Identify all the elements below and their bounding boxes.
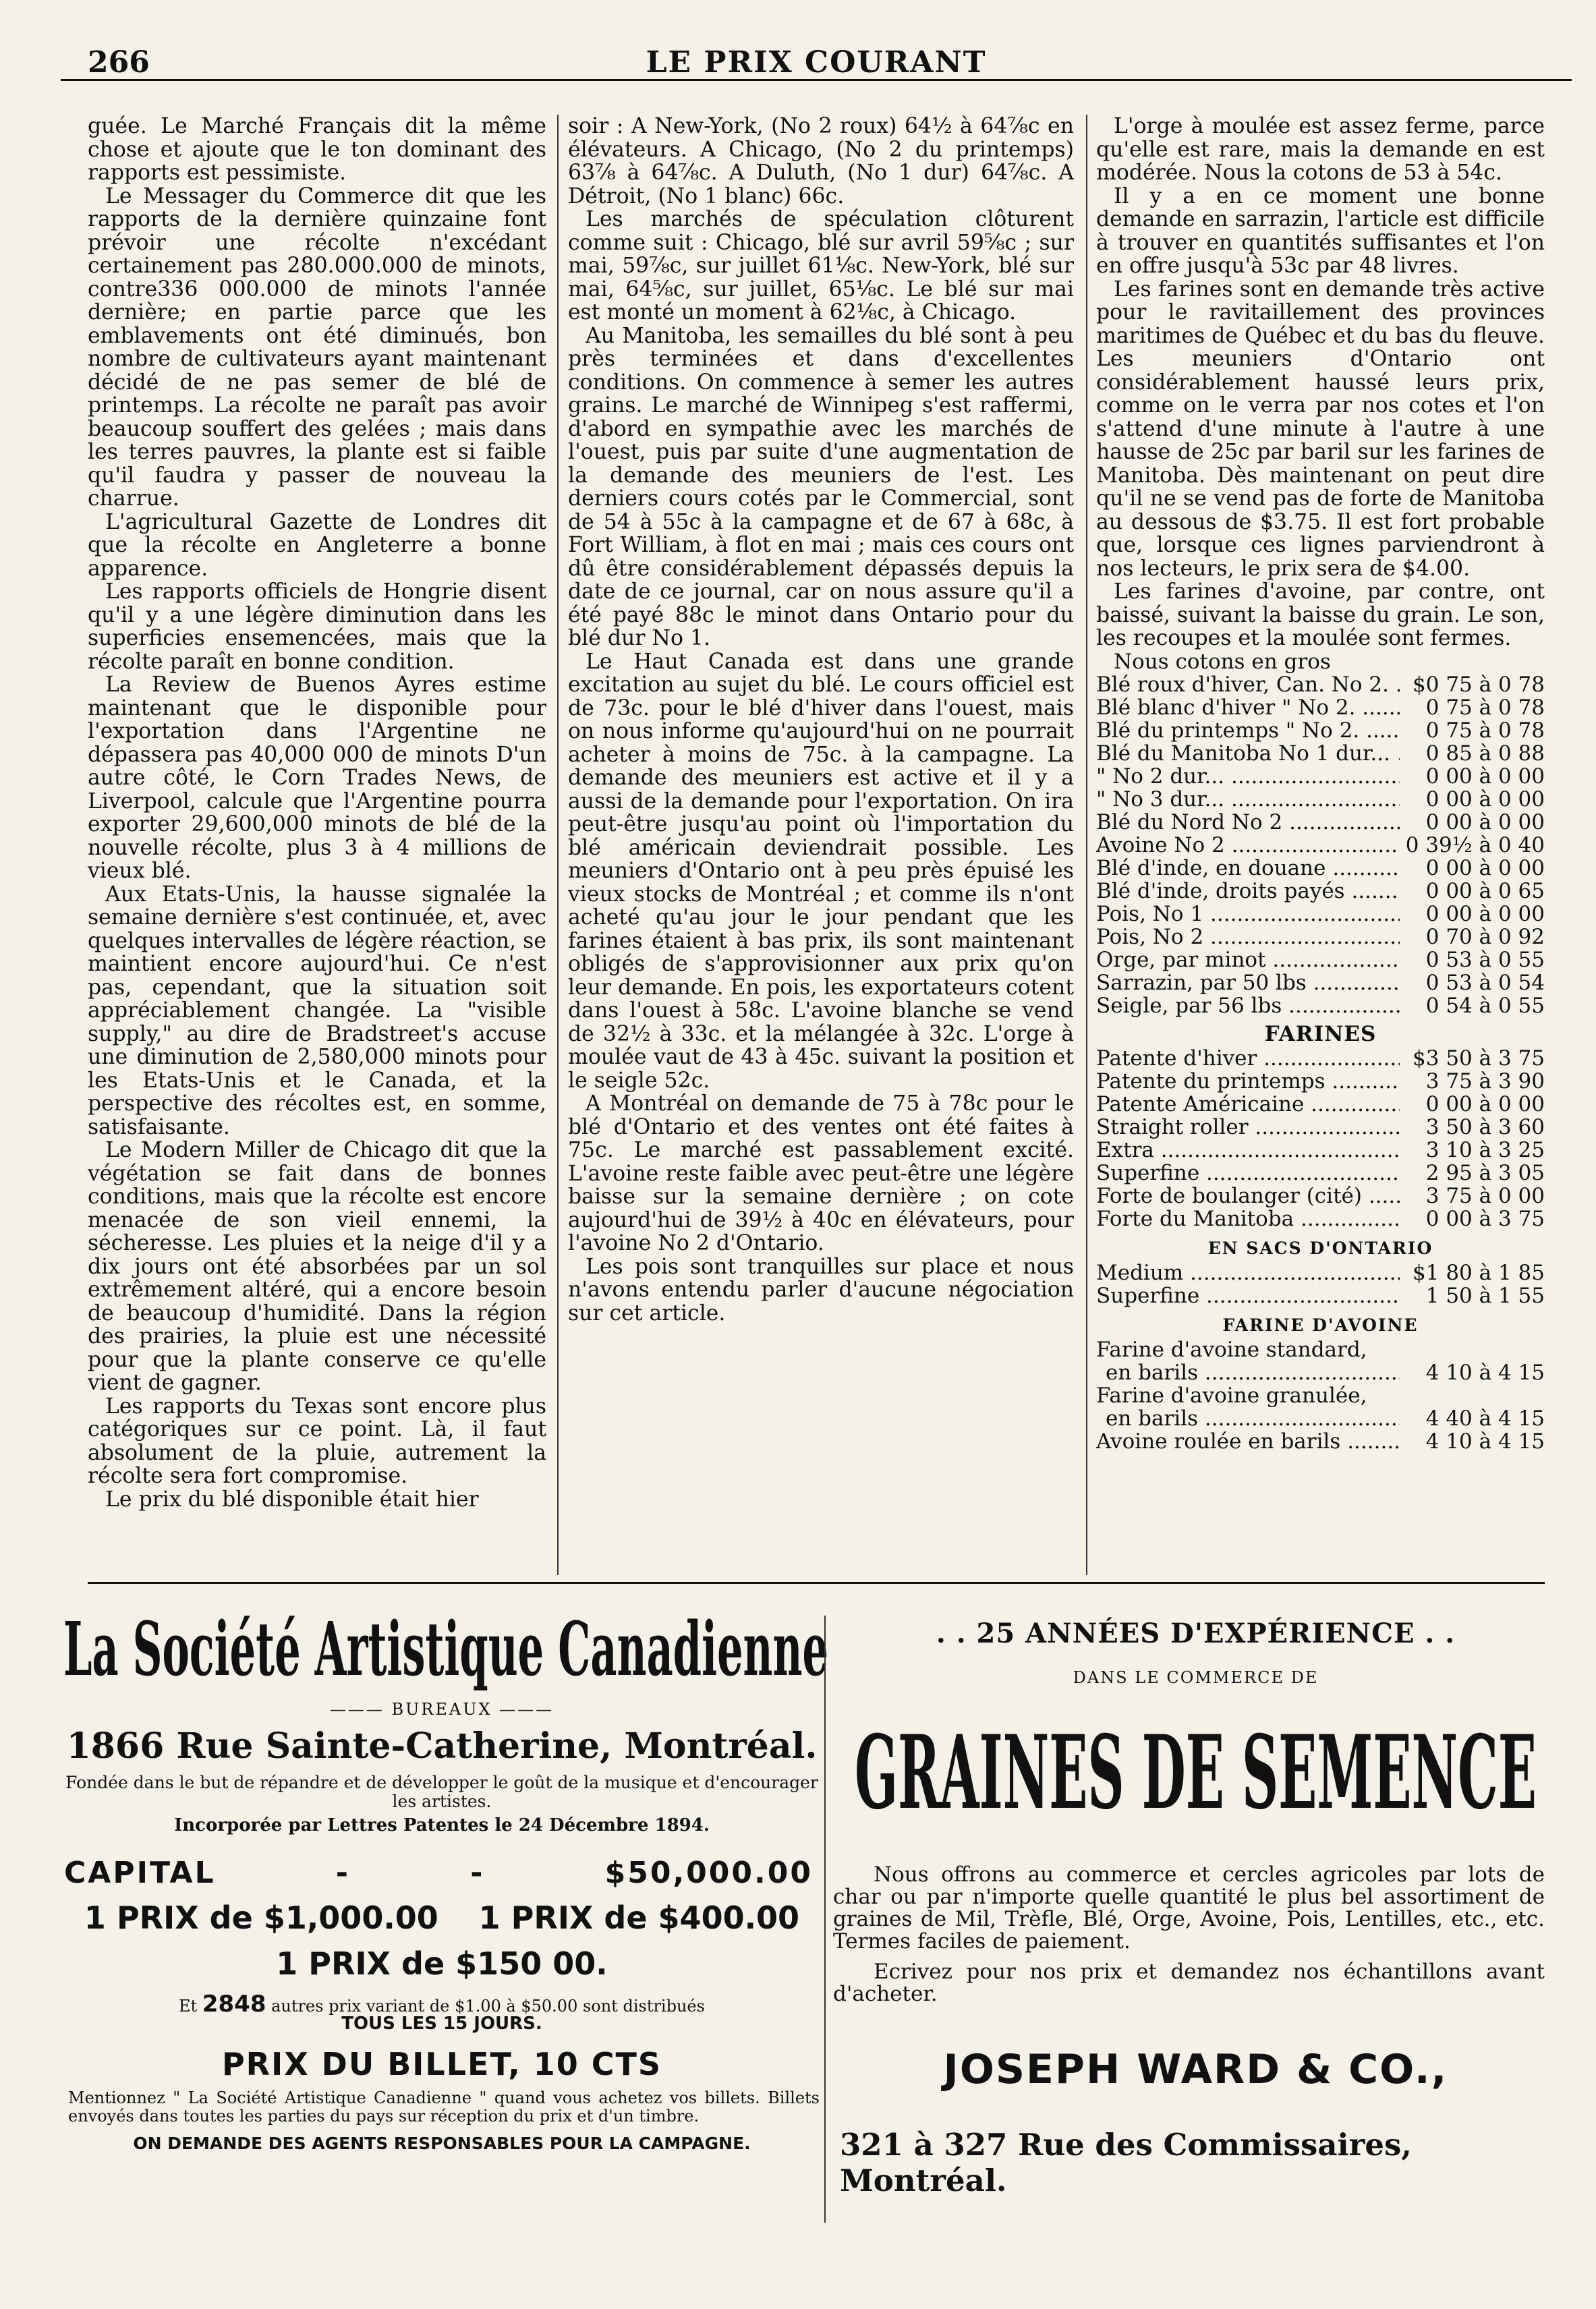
price-label: en barils ..... [1096, 1361, 1400, 1384]
et-count: 2848 [202, 1991, 266, 2018]
price-row [1096, 994, 1545, 1017]
paragraph: Le Messager du Commerce dit que les rapports de la dernière quinzaine font prévoir une récolte n'excédant certainement pas 280.000.000 de minots, contre336 000.000 de minots l'année dernière; en partie parce que les emblavements ont été diminués, bon nombre de cultivateurs ayant maintenant décidé de ne pas semer de blé de printemps. La récolte ne paraît pas avoir beaucoup souffert des gelées ; mais dans les terres pauvres, la plante est si faible qu'il faudra y passer de nouveau la charrue. [88, 183, 546, 511]
price-value: 0 00 à 3 75 [1425, 1206, 1545, 1231]
price-row [1096, 719, 1545, 742]
price-value: 0 53 à 0 55 [1425, 947, 1545, 972]
price-row [1096, 1207, 1545, 1230]
price-value: 0 00 à 0 00 [1425, 855, 1545, 880]
paragraph: soir : A New-York, (No 2 roux) 64½ à 64⅞c en élévateurs. A Chicago, (No 2 du printemps) 63⅞ à 64⅞c. A Duluth, (No 1 dur) 64⅞c. A Détroit, (No 1 blanc) 66c. [568, 115, 1074, 208]
price-label: Medium ..... [1096, 1261, 1400, 1284]
paragraph: Aux Etats-Unis, la hausse signalée la semaine dernière s'est continuée, et, avec quelques intervalles de légère réaction, se maintient encore aujourd'hui. Ce n'est pas, cependant, que la situation soit appréciablement changée. La "visible supply," au dire de Bradstreet's accuse une diminution de 2,580,000 minots pour les Etats-Unis et le Canada, et la perspective des récoltes est, en somme, satisfaisante. [88, 882, 546, 1139]
sack-prices [1096, 1261, 1545, 1307]
price-row [1096, 1407, 1545, 1430]
column-divider [557, 115, 559, 1575]
article-columns [88, 115, 1545, 1575]
price-list [1096, 650, 1545, 1453]
price-label: Forte du Manitoba ..... [1096, 1207, 1400, 1230]
grain-prices [1096, 673, 1545, 1017]
price-value: 4 10 à 4 15 [1425, 1360, 1545, 1385]
price-row [1096, 1284, 1545, 1307]
ad-society-name: La Société Artistique Canadienne [63, 1605, 829, 1692]
price-row [1096, 1116, 1545, 1139]
paragraph: L'agricultural Gazette de Londres dit que la récolte en Angleterre a bonne apparence. [88, 509, 546, 581]
price-row-heading: Farine d'avoine standard, [1096, 1337, 1367, 1362]
price-row [1096, 1070, 1545, 1093]
price-value: 0 00 à 0 00 [1425, 787, 1545, 811]
sacs-heading: EN SACS D'ONTARIO [1207, 1238, 1433, 1258]
ad-dans: DANS LE COMMERCE DE [1073, 1668, 1319, 1687]
journal-title: LE PRIX COURANT [646, 45, 987, 80]
price-row [1096, 880, 1545, 903]
price-value: 0 75 à 0 78 [1425, 718, 1545, 743]
paragraph: A Montréal on demande de 75 à 78c pour le blé d'Ontario et des ventes ont été faites à 75c. Le marché est passablement excité. L'avoine reste faible avec peut-être une légère baisse sur la semaine dernière ; on cote aujourd'hui de 39½ à 40c en élévateurs, pour l'avoine No 2 d'Ontario. [568, 1091, 1074, 1255]
price-value: 0 00 à 0 00 [1425, 901, 1545, 926]
price-row [1096, 1361, 1545, 1384]
paragraph: Le Haut Canada est dans une grande excitation au sujet du blé. Le cours officiel est de 73c. pour le blé d'hiver dans l'ouest, mais on nous informe qu'aujourd'hui on ne pourrait acheter à moins de 75c. à la campagne. La demande des meuniers est active et il y a aussi de la demande pour l'exportation. On ira peut-être jusqu'au point où l'importation du blé américain deviendrait possible. Les meuniers d'Ontario ont à peu près épuisé les vieux stocks de Montréal ; et comme ils n'ont acheté qu'au jour le jour pendant que les farines étaient à bas prix, ils sont maintenant obligés de s'approvisionner aux prix qu'on leur demande. En pois, les exportateurs cotent dans l'ouest à 58c. L'avoine blanche se vend de 32½ à 33c. et la mélangée à 32c. L'orge à moulée vaut de 43 à 45c. suivant la position et le seigle 52c. [568, 649, 1074, 1093]
price-list-title: Nous cotons en gros [1114, 649, 1331, 674]
section-rule [88, 1582, 1545, 1584]
price-label: Blé roux d'hiver, Can. No 2. ..... [1096, 673, 1400, 696]
price-row-heading: Farine d'avoine granulée, [1096, 1383, 1367, 1408]
paragraph: Les farines d'avoine, par contre, ont baissé, suivant la baisse du grain. Le son, les recoupes et la moulée sont fermes. [1096, 579, 1545, 650]
prize-2: 1 PRIX de $400.00 [478, 1900, 800, 1936]
price-row [1096, 788, 1545, 811]
price-value: 0 53 à 0 54 [1425, 970, 1545, 995]
price-row [1096, 1430, 1545, 1453]
price-label: Straight roller ..... [1096, 1116, 1400, 1139]
price-label: Patente Américaine ..... [1096, 1093, 1400, 1116]
paragraph: guée. Le Marché Français dit la même chose et ajoute que le ton dominant des rapports est pessimiste. [88, 115, 546, 185]
price-value: 0 75 à 0 78 [1425, 695, 1545, 720]
price-label: Patente d'hiver ..... [1096, 1047, 1400, 1070]
price-label: Pois, No 2 ..... [1096, 925, 1400, 948]
price-label: Sarrazin, par 50 lbs ..... [1096, 971, 1400, 994]
paragraph: Les rapports du Texas sont encore plus catégoriques sur ce point. Là, il faut absolument de la pluie, autrement la récolte sera fort compromise. [88, 1394, 546, 1488]
price-label: Blé d'inde, en douane ..... [1096, 857, 1400, 880]
paragraph: Au Manitoba, les semailles du blé sont à peu près terminées et dans d'excellentes conditions. On commence à semer les autres grains. Le marché de Winnipeg s'est raffermi, d'abord en sympathie avec les marchés de l'ouest, puis par suite d'une augmentation de la demande des meuniers de l'est. Les derniers cours cotés par le Commercial, sont de 54 à 55c à la campagne et de 67 à 68c, à Fort William, à flot en mai ; mais ces cours ont dû être considérablement dépassés depuis la date de ce journal, car on nous assure qu'il a été payé 88c le minot dans Ontario pour du blé dur No 1. [568, 323, 1074, 650]
price-value: 1 50 à 1 55 [1425, 1283, 1545, 1308]
price-label: Blé du Manitoba No 1 dur... ..... [1096, 742, 1400, 765]
price-row [1096, 1261, 1545, 1284]
price-row [1096, 1162, 1545, 1185]
ad-capital [64, 1856, 813, 1890]
column-2 [568, 115, 1074, 1575]
header-rule [61, 79, 1572, 81]
price-value: 3 75 à 0 00 [1425, 1183, 1545, 1208]
column-3 [1096, 115, 1545, 1575]
price-value: 4 40 à 4 15 [1425, 1406, 1545, 1431]
paragraph: Les rapports officiels de Hongrie disent qu'il y a une légère diminution dans les superficies ensemencées, mais que la récolte paraît en bonne condition. [88, 579, 546, 674]
ad-billet: PRIX DU BILLET, 10 CTS [221, 2046, 662, 2082]
paragraph: Les pois sont tranquilles sur place et nous n'avons entendu parler d'aucune négociation sur cet article. [568, 1254, 1074, 1325]
ad-company: JOSEPH WARD & CO., [943, 2046, 1448, 2093]
price-value: 0 00 à 0 00 [1425, 1091, 1545, 1116]
paragraph: Les farines sont en demande très active pour le ravitaillement des provinces maritimes de Québec et du bas du fleuve. Les meuniers d'Ontario ont considérablement haussé leurs prix, comme on le verra par nos cotes et l'on s'attend d'une minute à l'autre à une hausse de 25c par baril sur les farines de Manitoba. Dès maintenant on peut dire qu'il ne se vend pas de forte de Manitoba au dessous de $3.75. Il est fort probable que, lorsque ces lignes parviendront à nos lecteurs, le prix sera de $4.00. [1096, 277, 1545, 581]
et-post: autres prix variant de $1.00 à $50.00 sont distribués [271, 1997, 705, 2016]
price-label: " No 2 dur... ..... [1096, 765, 1400, 788]
price-label: Seigle, par 56 lbs ..... [1096, 994, 1400, 1017]
ad-graines-title: GRAINES DE SEMENCE [855, 1713, 1537, 1832]
price-row [1096, 1093, 1545, 1116]
farines-heading: FARINES [1264, 1021, 1377, 1046]
price-value: $0 75 à 0 78 [1413, 672, 1545, 697]
ad-other-prizes [64, 1991, 820, 2034]
price-value: 0 85 à 0 88 [1425, 741, 1545, 766]
paragraph: La Review de Buenos Ayres estime maintenant que le disponible pour l'exportation dans l'Argentine ne dépassera pas 40,000 000 de minots D'un autre côté, le Corn Trades News, de Liverpool, calcule que l'Argentine pourra exporter 29,600,000 minots de blé de la nouvelle récolte, plus 3 à 4 millions de vieux blé. [88, 673, 546, 883]
price-row [1096, 834, 1545, 857]
paragraph: Il y a en ce moment une bonne demande en sarrazin, l'article est difficile à trouver en quantités suffisantes et l'on en offre jusqu'à 53c par 48 livres. [1096, 183, 1545, 278]
price-label: " No 3 dur... ..... [1096, 788, 1400, 811]
price-value: 4 10 à 4 15 [1425, 1429, 1545, 1454]
price-label: Avoine No 2 ..... [1096, 834, 1400, 857]
price-row [1096, 742, 1545, 765]
prize-3: 1 PRIX de $150 00. [276, 1945, 608, 1982]
price-label: Avoine roulée en barils ..... [1096, 1430, 1400, 1453]
price-value: 0 39½ à 0 40 [1405, 832, 1545, 857]
price-value: 3 75 à 3 90 [1425, 1068, 1545, 1093]
price-row [1096, 971, 1545, 994]
ad-prizes [64, 1900, 820, 1936]
avoine-heading: FARINE D'AVOINE [1222, 1315, 1419, 1335]
prize-1: 1 PRIX de $1,000.00 [84, 1900, 438, 1936]
price-label: Superfine ..... [1096, 1162, 1400, 1185]
ad-fondee: Fondée dans le but de répandre et de développer le goût de la musique et d'encourager les artistes. [65, 1773, 818, 1811]
price-label: Blé blanc d'hiver " No 2. ..... [1096, 696, 1400, 719]
price-row [1096, 673, 1545, 696]
ad-address: 1866 Rue Sainte-Catherine, Montréal. [66, 1726, 818, 1767]
ad-agents: ON DEMANDE DES AGENTS RESPONSABLES POUR LA CAMPAGNE. [133, 2134, 751, 2153]
capital-value: $50,000.00 [604, 1856, 813, 1890]
capital-label: CAPITAL [64, 1856, 216, 1890]
price-row [1096, 1185, 1545, 1207]
flour-prices [1096, 1047, 1545, 1230]
paragraph: Le Modern Miller de Chicago dit que la végétation se fait dans de bonnes conditions, mais que la récolte est encore menacée de son vieil ennemi, la sécheresse. Les pluies et la neige d'il y a dix jours ont été absorbées par un sol extrêmement altéré, qui a encore besoin de beaucoup d'humidité. Dans la région des prairies, la pluie est une nécessité pour que la plante conserve ce qu'elle vient de gagner. [88, 1138, 546, 1395]
paragraph: Les marchés de spéculation clôturent comme suit : Chicago, blé sur avril 59⅝c ; sur mai, 59⅞c, sur juillet 61⅛c. New-York, blé sur mai, 64⅝c, sur juillet, 65⅛c. Le blé sur mai est monté un moment à 62⅛c, à Chicago. [568, 207, 1074, 324]
column-1 [88, 115, 546, 1575]
price-label: Pois, No 1 ..... [1096, 903, 1400, 925]
price-label: Patente du printemps ..... [1096, 1070, 1400, 1093]
ad-mentionnez: Mentionnez " La Société Artistique Canadienne " quand vous achetez vos billets. Billets envoyés dans toutes les parties du pays sur réception du prix et d'un timbre. [68, 2088, 820, 2126]
price-row [1096, 696, 1545, 719]
price-value: 3 10 à 3 25 [1425, 1137, 1545, 1162]
price-value: $3 50 à 3 75 [1413, 1046, 1545, 1071]
price-label: Forte de boulanger (cité) ..... [1096, 1185, 1400, 1207]
price-label: en barils ..... [1096, 1407, 1400, 1430]
price-label: Blé du Nord No 2 ..... [1096, 811, 1400, 834]
page-number: 266 [88, 45, 150, 80]
ad-societe-artistique [63, 1605, 829, 2213]
price-label: Extra ..... [1096, 1139, 1400, 1162]
price-value: 0 54 à 0 55 [1425, 993, 1545, 1018]
price-row [1096, 1047, 1545, 1070]
ad-body-p2: Ecrivez pour nos prix et demandez nos échantillons avant d'acheter. [833, 1960, 1545, 2006]
paragraph: Le prix du blé disponible était hier [105, 1487, 479, 1512]
ad-divider [824, 1616, 826, 2223]
ad-experience: . . 25 ANNÉES D'EXPÉRIENCE . . [936, 1618, 1456, 1649]
column-divider [1086, 115, 1087, 1575]
price-label: Orge, par minot ..... [1096, 948, 1400, 971]
capital-dash: - [335, 1856, 351, 1890]
price-label: Blé du printemps " No 2. ..... [1096, 719, 1400, 742]
price-value: $1 80 à 1 85 [1413, 1260, 1545, 1285]
ad-body-p1: Nous offrons au commerce et cercles agricoles par lots de char ou par n'importe quelle quantité le plus bel assortiment de graines de Mil, Trèfle, Blé, Orge, Avoine, Pois, Lentilles, etc., etc. Termes faciles de paiement. [833, 1862, 1545, 1954]
ad-incorporee: Incorporée par Lettres Patentes le 24 Décembre 1894. [174, 1815, 710, 1835]
price-value: 0 00 à 0 00 [1425, 809, 1545, 834]
ad-graines-semence [833, 1605, 1558, 2213]
ad-company-address: 321 à 327 Rue des Commissaires, Montréal. [840, 2127, 1412, 2198]
price-label: Blé d'inde, droits payés ..... [1096, 880, 1400, 903]
tous-les-15-jours: TOUS LES 15 JOURS. [341, 2014, 542, 2034]
price-row [1096, 903, 1545, 925]
capital-dash: - [470, 1856, 485, 1890]
page-header [61, 37, 1572, 78]
paragraph: L'orge à moulée est assez ferme, parce qu'elle est rare, mais la demande en est modérée. Nous la cotons de 53 à 54c. [1096, 115, 1545, 185]
price-row [1096, 811, 1545, 834]
price-value: 2 95 à 3 05 [1425, 1160, 1545, 1185]
price-label: Superfine ..... [1096, 1284, 1400, 1307]
price-value: 0 00 à 0 65 [1425, 878, 1545, 903]
price-value: 0 00 à 0 00 [1425, 764, 1545, 789]
price-row [1096, 857, 1545, 880]
price-value: 0 70 à 0 92 [1425, 924, 1545, 949]
et-pre: Et [179, 1997, 198, 2016]
ad-bureaux: ——— BUREAUX ——— [329, 1700, 554, 1719]
ad-body [833, 1864, 1545, 2005]
price-row [1096, 925, 1545, 948]
oatmeal-prices [1096, 1338, 1545, 1453]
price-value: 3 50 à 3 60 [1425, 1114, 1545, 1139]
price-row [1096, 948, 1545, 971]
price-row [1096, 1139, 1545, 1162]
price-row [1096, 765, 1545, 788]
